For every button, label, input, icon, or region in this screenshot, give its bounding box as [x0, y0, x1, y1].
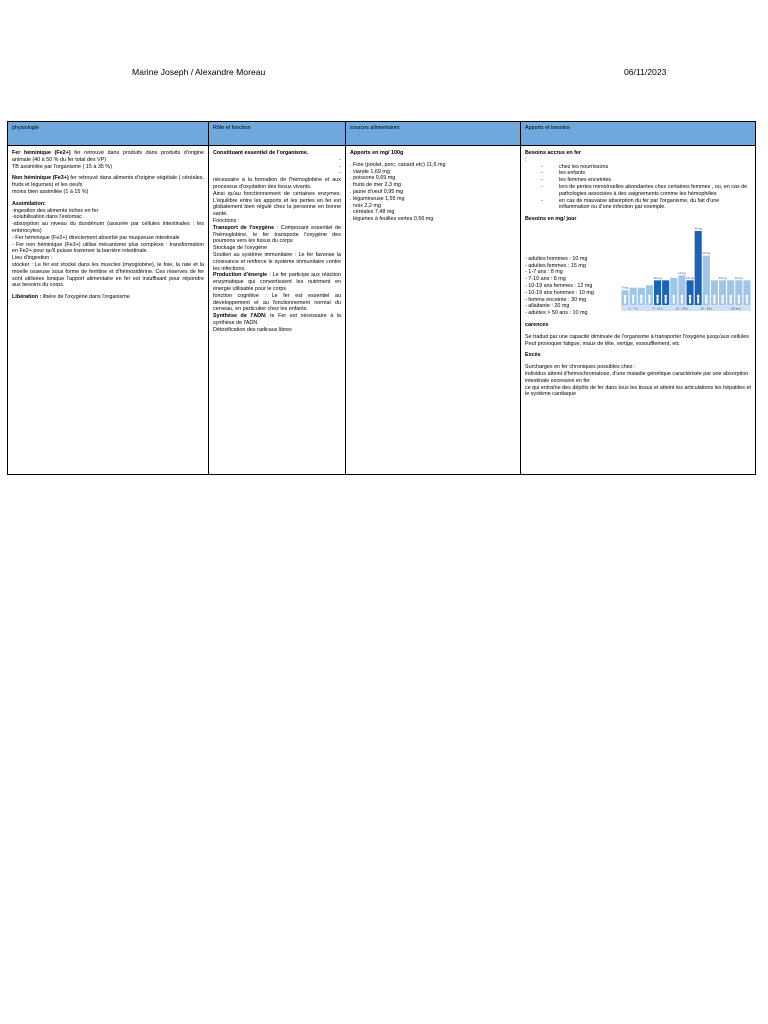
list-item: - les enfants — [559, 170, 751, 177]
person-icon — [705, 295, 708, 298]
person-icon — [657, 297, 659, 303]
person-icon — [721, 295, 724, 298]
iron-table — [7, 121, 756, 475]
hemoglobine-text: nécessaire à la formation de l'hémoglobine et aux processus d'oxydation des tissus vivants. — [213, 177, 341, 190]
person-icon — [746, 297, 748, 303]
heme-absorption: TB assimilée par l'organisme ( 15 à 35 %) — [12, 163, 112, 170]
needs-item: - adultes > 50 ans : 10 mg — [525, 310, 588, 317]
bar-value-label: 30 mg — [694, 226, 703, 231]
list-item: - les femmes enceintes — [559, 177, 751, 184]
column-header-sources: sources alimentaires — [346, 122, 521, 146]
ingestion-title: Lieu d'ingestion : — [12, 255, 53, 262]
person-icon — [738, 295, 741, 298]
needs-item: - 10-19 ans femmes : 12 mg — [525, 282, 593, 289]
chart-bar — [695, 231, 702, 305]
table-content-row — [8, 146, 756, 475]
assimilation-line: -absorption au niveau du duodénum (assurée par cellules intestinales : les entérocytes) — [12, 221, 204, 234]
cognitive-text: fonction cognitive : Le fer est essentiel au développement et au fonctionnement normal du cerveau, en particulier chez les enfants. — [213, 292, 341, 313]
assimilation-line: -solubilisation dans l'estomac — [12, 214, 82, 221]
person-icon — [738, 297, 740, 303]
energie-text: : Le fer participe aux réaction enzymatique qui convertissent les nutriment en énergie utilisable pour le corps — [213, 272, 341, 292]
besoins-title: Besoins accrus en fer — [525, 150, 582, 156]
person-icon — [665, 297, 667, 303]
constituant-title: Constituant essentiel de l'organisme. — [213, 150, 309, 156]
person-icon — [656, 295, 659, 298]
person-icon — [681, 295, 684, 298]
dash-line: - — [339, 170, 341, 177]
needs-item: - adultes femmes : 15 mg — [525, 262, 586, 269]
source-item: . poissons 0,69 mg — [350, 175, 396, 182]
heme-text: fer retrouvé dans produits dans produits d'origine animale (40 à 50 % du fer total des VP) — [12, 150, 204, 163]
person-icon — [664, 295, 667, 298]
dash-line: - — [339, 163, 341, 170]
transport-text: : Composant essentiel de l'hémoglobine, le fer transporte l'oxygène des poumons vers les tissus du corps — [213, 224, 342, 245]
needs-item: - adultes hommes : 10 mg — [525, 255, 588, 262]
list-item: - lors de pertes menstruelles abondantes chez certaines femmes , ou, en cas de pathologies associées à des saignements comme les hémophilies — [559, 184, 751, 198]
chart-group-label: 19 – 50 a — [700, 306, 713, 311]
source-item: . Foie (poulet, porc, canard etc) 11,6 mg — [350, 161, 446, 168]
energie-label: Production d'énergie — [213, 272, 268, 279]
bar-value-label: 10 mg — [718, 275, 727, 280]
stockage-text: Stockage de l'oxygène — [213, 245, 268, 252]
bar-value-label: 12 mg — [678, 270, 686, 275]
role-cell — [209, 146, 346, 475]
column-header-physiologie: physiologie — [8, 122, 209, 146]
source-item: . noix 2,2 mg — [350, 202, 381, 209]
person-icon — [624, 297, 626, 303]
person-icon — [729, 295, 732, 298]
sources-cell — [346, 146, 521, 475]
sources-title: Apports en mg/ 100g — [350, 150, 404, 156]
chart-group-label: > 50 ans — [729, 306, 741, 311]
bar-value-label: 6 mg — [621, 285, 629, 290]
physiologie-cell — [8, 146, 209, 475]
liberation-label: Libération : — [12, 294, 42, 301]
person-icon — [713, 295, 716, 298]
bar-value-label: 10 mg — [686, 275, 694, 280]
person-icon — [730, 297, 732, 303]
adn-label: Synthèse de l'ADN: — [213, 313, 267, 320]
carences-title: carences — [525, 321, 549, 328]
needs-item: - femme enceinte : 30 mg — [525, 296, 587, 303]
person-icon — [632, 297, 634, 303]
person-icon — [648, 295, 651, 298]
bar-value-label: 10 mg — [734, 275, 743, 280]
nonheme-absorption: moins bien assimilée (1 à 15 %) — [12, 188, 89, 195]
exces-line: ce qui entraîne des dépôts de fer dans tous les tissus et atteint les articulations les hépatites et le système cardiaque — [525, 384, 751, 398]
carences-line: Peut provoquer fatigue, maux de tête, vertige, essoufflement, etc — [525, 340, 680, 347]
authors: Marine Joseph / Alexandre Moreau — [132, 67, 266, 77]
person-icon — [689, 295, 692, 298]
list-item: - en cas de mauvaise absorption du fer par l'organisme, du fait d'une inflammation ou d'une infection par exemple. — [559, 198, 751, 212]
assimilation-title: Assimilation: — [12, 200, 46, 207]
column-header-role: Rôle et fonction — [209, 122, 346, 146]
person-icon — [681, 297, 683, 303]
apports-cell — [521, 146, 756, 475]
assimilation-line: - Fer non héminique (Fe3+) utilise mécanisme plus complexe : transformation en Fe2+ pour qu'il puisse traverser la barrière intestinale. — [12, 241, 204, 255]
needs-item: - 1-7 ans : 8 mg — [525, 269, 563, 276]
needs-list — [525, 256, 617, 317]
source-item: . légumineuse 1,55 mg — [350, 195, 405, 202]
fonctions-label: Fonctions : — [213, 217, 240, 224]
besoins-list — [525, 164, 751, 212]
dash-line: - — [339, 156, 341, 163]
adn-text: le Fer est nécessaire à la synthèse de l'ADN — [213, 313, 341, 326]
source-item: . jaune d'oeuf 0,95 mg — [350, 188, 404, 195]
person-icon — [746, 295, 749, 298]
source-item: . céréales 7,48 mg — [350, 209, 395, 216]
needs-item: - 7-10 ans : 8 mg — [525, 276, 566, 283]
person-icon — [673, 295, 676, 298]
source-item: . fruits de mer 2,3 mg — [350, 182, 401, 189]
iron-needs-chart — [621, 225, 751, 317]
nonheme-text: fer retrouvé dans aliments d'origine végétale ( céréales, fruits et légumes) et les oeufs — [12, 175, 204, 189]
person-icon — [632, 295, 635, 298]
chart-svg — [621, 225, 751, 317]
mg-title: Besoins en mg/ jour — [525, 216, 577, 223]
heme-label: Fer héminique (Fe2+) — [12, 150, 71, 156]
list-item: - chez les nourrissons — [559, 164, 751, 171]
assimilation-line: -ingestion des aliments riches en fer — [12, 207, 99, 214]
chart-group-label: 7 – 10 a — [652, 306, 663, 311]
source-item: . viande 1,69 mg — [350, 168, 390, 175]
detox-text: Détoxification des radicaux libres — [213, 326, 292, 333]
person-icon — [697, 295, 700, 298]
person-icon — [697, 297, 699, 303]
assimilation-line: - Fer héminique (Fe2+) directement absorbé par muqueuse intestinale — [12, 234, 180, 241]
chart-group-label: 10 – 19 a — [676, 306, 688, 311]
person-icon — [648, 297, 650, 303]
transport-label: Transport de l'oxygène — [213, 224, 275, 231]
immunite-text: Soutien au système immunitaire : Le fer favorise la croissance et renforce le système immunitaire contre les infections. — [213, 251, 341, 272]
person-icon — [713, 297, 715, 303]
person-icon — [705, 297, 707, 303]
stock-text: stocker : Le fer est stocké dans les muscles (myoglobine), le foie, la rate et la moelle osseuse sous forme de ferritine et d'hémosidérine. Ces réserves de fer sont utilisées lorsque l'apport alimentaire en fer est insuffisant pour répondre aux besoins du corps. — [12, 261, 204, 289]
besoins-colon: : — [525, 156, 527, 163]
table-header-row — [8, 122, 756, 146]
bar-value-label: 10 mg — [653, 275, 662, 280]
exces-line: individus atteint d'hémochromatose, d'une maladie génétique caractérisée par une absorption intestinale excessive en fer — [525, 370, 749, 384]
carences-line: Se traduit par une capacité diminuée de l'organisme à transporter l'oxygène jusqu'aux cellules — [525, 333, 749, 340]
source-item: . légumes à feuilles vertes 0,56 mg — [350, 216, 434, 223]
needs-item: - 10-19 ans hommes : 10 mg — [525, 289, 594, 296]
exces-line: Surcharges en fer chroniques possibles chez : — [525, 364, 636, 371]
person-icon — [722, 297, 724, 303]
person-icon — [673, 297, 675, 303]
bar-value-label: 20 mg — [702, 251, 711, 256]
person-icon — [640, 295, 643, 298]
enzymes-text: Ainsi qu'au fonctionnement de certaines enzymes. L'équilibre entre les apports et les pertes en fer est globalement bien régulé chez la personne en bonne santé. — [213, 190, 341, 218]
person-icon — [689, 297, 691, 303]
person-icon — [624, 295, 627, 298]
chart-group-label: 1 – 7 a — [628, 306, 638, 311]
nonheme-label: Non héminique (Fe3+) — [12, 175, 69, 182]
needs-item: - allaitante : 20 mg — [525, 303, 570, 310]
document-date: 06/11/2023 — [624, 67, 667, 77]
person-icon — [640, 297, 642, 303]
column-header-apports: Apports et besoins — [521, 122, 756, 146]
liberation-text: libère de l'oxygène dans l'organisme — [41, 294, 130, 301]
exces-title: Excès — [525, 352, 541, 359]
